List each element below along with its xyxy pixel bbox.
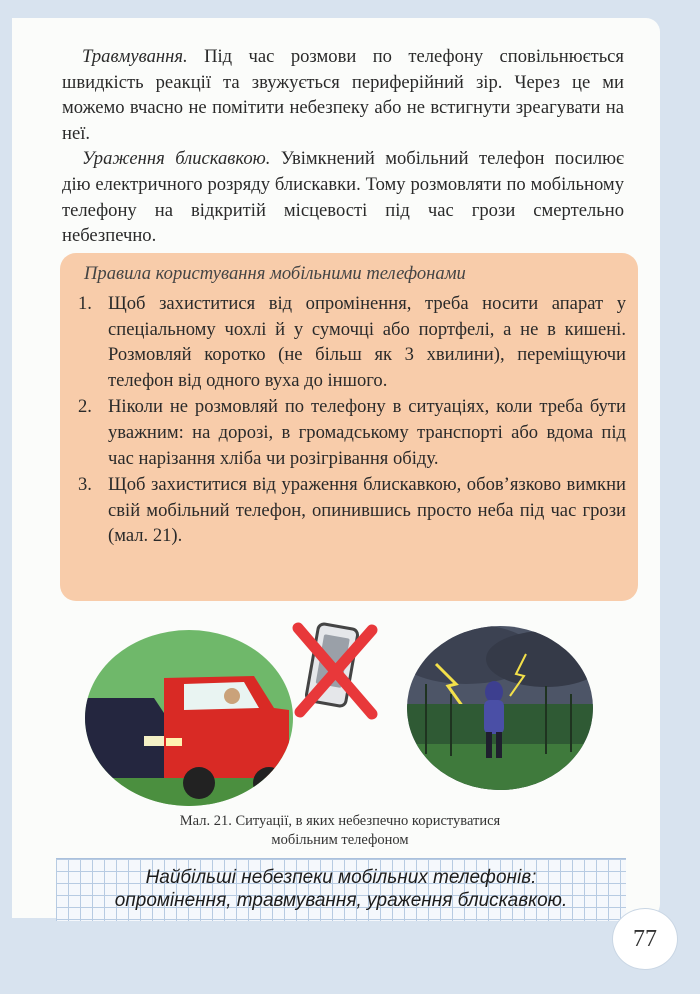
figure-caption-line2: мобільним телефоном — [271, 832, 409, 848]
main-text — [62, 44, 624, 249]
paragraph-lightning — [62, 146, 624, 248]
summary-line2: опромінення, травмування, ураження блискавкою. — [114, 890, 568, 911]
rule-item-1 — [78, 291, 626, 393]
paragraph-injury-body: Під час розмови по телефону сповільнюється швидкість реакції та звужується периферійний зір. Через це ми можемо вчасно не помітити небезпеку або не встигнути зреагувати на неї. — [62, 46, 624, 144]
rule-text: Щоб захиститися від ураження блискавкою, обов’язково вимкни свій мобільний телефон, опинившись просто неба під час грози (мал. 21). — [108, 474, 626, 547]
paragraph-injury — [62, 44, 624, 146]
figure-caption-line1: Мал. 21. Ситуації, в яких небезпечно користуватися — [179, 813, 501, 829]
rules-box — [60, 253, 638, 601]
crossed-phone-icon — [288, 620, 380, 720]
rules-list — [78, 291, 626, 550]
car-scene-illustration — [84, 628, 294, 808]
rule-number: 2. — [78, 396, 92, 418]
rule-item-3 — [78, 472, 626, 549]
rule-text: Ніколи не розмовляй по телефону в ситуаціях, коли треба бути уважним: на дорозі, в громадському транспорті або вдома під час нарізання хліба чи розігрівання обіду. — [108, 396, 626, 469]
figure-caption — [100, 812, 580, 850]
rule-number: 1. — [78, 293, 92, 314]
rule-item-2 — [78, 394, 626, 471]
summary-box — [56, 866, 626, 912]
rules-title: Правила користування мобільними телефонами — [84, 263, 466, 284]
term-injury: Травмування. — [82, 46, 188, 67]
rule-text: Щоб захиститися від опромінення, треба носити апарат у спеціальному чохлі й у сумочці або портфелі, а не в кишені. Розмовляй коротко (не більш як 3 хвилини), переміщуючи телефон від одного вуха до іншого. — [108, 293, 626, 391]
paragraph-lightning-body: Увімкнений мобільний телефон посилює дію електричного розряду блискавки. Тому розмовляти по мобільному телефону на відкритій місцевості під час грози смертельно небезпечно. — [62, 148, 624, 247]
summary-line1: Найбільші небезпеки мобільних телефонів: — [145, 867, 537, 888]
page-number: 77 — [612, 908, 678, 970]
term-lightning: Ураження блискавкою. — [82, 148, 271, 170]
storm-scene-illustration — [406, 624, 594, 792]
rule-number: 3. — [78, 474, 92, 496]
